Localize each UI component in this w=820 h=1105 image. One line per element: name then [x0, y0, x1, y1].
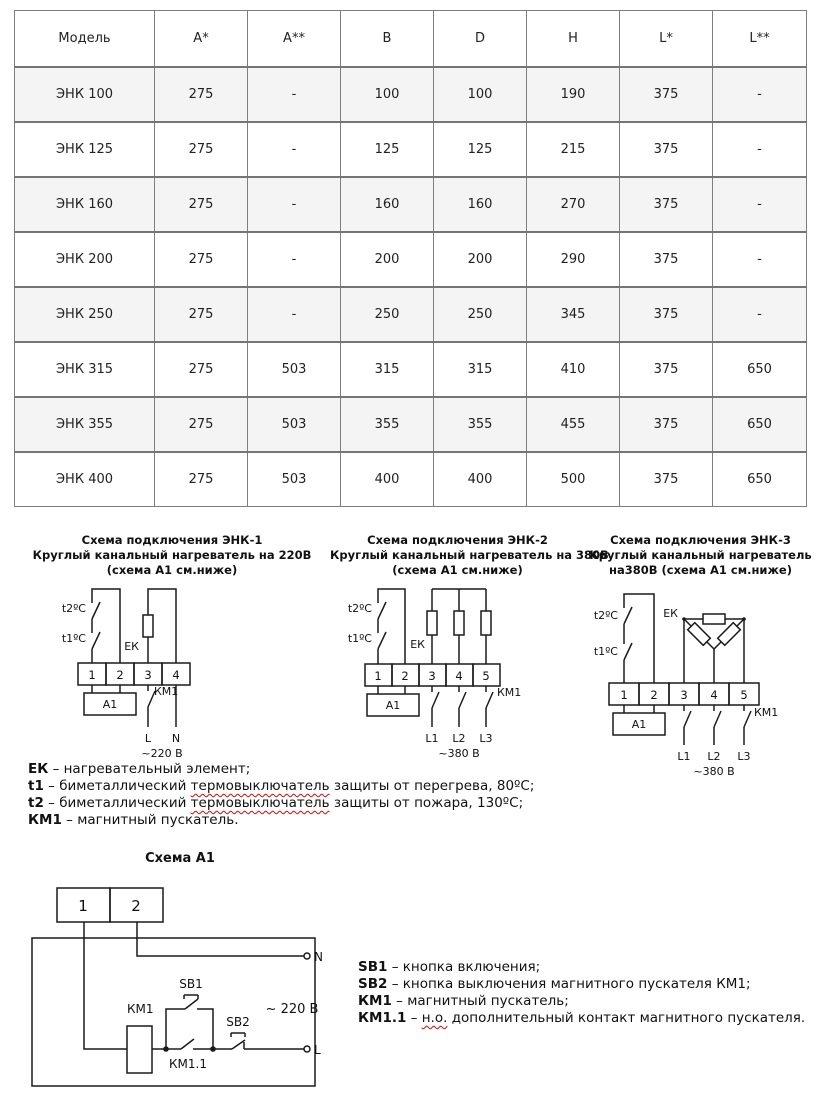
- legend-text: – биметаллический: [48, 778, 191, 794]
- table-cell: 270: [527, 177, 620, 232]
- table-cell: 275: [155, 232, 248, 287]
- table-cell: 400: [341, 452, 434, 507]
- table-header-row: [15, 11, 807, 67]
- km1-label: КМ1: [127, 1002, 154, 1016]
- table-cell: 100: [434, 67, 527, 122]
- table-cell: 100: [341, 67, 434, 122]
- t1-label: t1ºC: [347, 632, 372, 645]
- terminal-number: 5: [740, 688, 748, 702]
- title-line: Схема подключения ЭНК-1: [81, 533, 263, 547]
- l-terminal: [304, 1046, 310, 1052]
- neutral-label: N: [314, 950, 323, 964]
- title-line: (схема А1 см.ниже): [106, 563, 238, 577]
- heater-element: [718, 623, 741, 646]
- a1-schematic: [20, 873, 350, 1101]
- table-cell: 503: [248, 397, 341, 452]
- terminal-number: 2: [650, 688, 658, 702]
- legend-key: SB2: [358, 976, 388, 992]
- table-cell: 650: [713, 397, 807, 452]
- table-row: [15, 232, 807, 287]
- table-body: [15, 67, 807, 507]
- table-header: A*: [155, 11, 248, 67]
- table-cell: ЭНК 125: [15, 122, 155, 177]
- legend-text: – кнопка выключения магнитного пускателя КМ1;: [391, 976, 751, 992]
- table-cell: 315: [434, 342, 527, 397]
- table-cell: 410: [527, 342, 620, 397]
- terminal-number: 3: [428, 669, 436, 683]
- diagram-enk3-title: [586, 533, 815, 578]
- table-cell: 650: [713, 342, 807, 397]
- phase-label: L2: [707, 750, 721, 763]
- legend-key: ЕК: [28, 761, 49, 777]
- table-cell: 160: [341, 177, 434, 232]
- title-line: Круглый канальный нагреватель: [589, 548, 812, 562]
- legend-text: – магнитный пускатель.: [66, 812, 239, 828]
- table-cell: 375: [620, 452, 713, 507]
- diagram-enk1-title: [14, 533, 330, 578]
- table-cell: -: [713, 122, 807, 177]
- legend-text: – магнитный пускатель;: [396, 993, 569, 1009]
- table-row: [15, 122, 807, 177]
- table-cell: 200: [341, 232, 434, 287]
- table-cell: ЭНК 315: [15, 342, 155, 397]
- terminal-number: 1: [78, 897, 88, 915]
- legend-item: [358, 993, 805, 1010]
- table-cell: 650: [713, 452, 807, 507]
- terminal-number: 5: [482, 669, 490, 683]
- title-line: Схема подключения ЭНК-2: [367, 533, 548, 547]
- terminal-number: 4: [710, 688, 718, 702]
- table-cell: 500: [527, 452, 620, 507]
- table-cell: -: [248, 67, 341, 122]
- legend-item: [28, 795, 534, 812]
- table-cell: 275: [155, 122, 248, 177]
- table-cell: ЭНК 100: [15, 67, 155, 122]
- table-cell: 125: [434, 122, 527, 177]
- ek-label: ЕК: [663, 607, 678, 620]
- legend-text: – биметаллический: [48, 795, 191, 811]
- sb1-label: SB1: [179, 977, 203, 991]
- a1-label: А1: [385, 699, 401, 712]
- title-line: Схема подключения ЭНК-3: [610, 533, 791, 547]
- phase-label: L2: [452, 732, 466, 745]
- legend-text: – кнопка включения;: [391, 959, 541, 975]
- table-cell: 160: [434, 177, 527, 232]
- table-cell: 315: [341, 342, 434, 397]
- t2-label: t2ºC: [61, 602, 86, 615]
- table-cell: ЭНК 355: [15, 397, 155, 452]
- table-row: [15, 452, 807, 507]
- a1-schematic-wrap: [20, 870, 350, 1101]
- terminal-number: 3: [680, 688, 688, 702]
- legend-item: [28, 761, 534, 778]
- table-cell: 400: [434, 452, 527, 507]
- dimensions-table: [14, 10, 807, 507]
- table-cell: 290: [527, 232, 620, 287]
- phase-label: L: [144, 732, 152, 745]
- a1-label: А1: [631, 718, 647, 731]
- table-cell: 275: [155, 287, 248, 342]
- table-cell: ЭНК 400: [15, 452, 155, 507]
- legend-text: дополнительный контакт магнитного пускателя.: [447, 1010, 806, 1026]
- table-cell: 375: [620, 342, 713, 397]
- table-cell: 250: [434, 287, 527, 342]
- km1-label: КМ1: [754, 706, 779, 719]
- table-header: H: [527, 11, 620, 67]
- table-header: L**: [713, 11, 807, 67]
- table-cell: -: [713, 232, 807, 287]
- table-cell: 275: [155, 342, 248, 397]
- km1-label: КМ1: [154, 685, 179, 698]
- sb2-label: SB2: [226, 1015, 250, 1029]
- table-cell: 125: [341, 122, 434, 177]
- table-cell: 275: [155, 67, 248, 122]
- terminal-number: 1: [374, 669, 382, 683]
- table-cell: -: [248, 177, 341, 232]
- legend-key: t2: [28, 795, 44, 811]
- table-cell: 275: [155, 452, 248, 507]
- table-cell: -: [713, 67, 807, 122]
- table-header: Модель: [15, 11, 155, 67]
- phase-label: L1: [677, 750, 691, 763]
- table-cell: 200: [434, 232, 527, 287]
- components-legend: [28, 761, 534, 829]
- heater-element: [688, 623, 711, 646]
- voltage-label: ~220 В: [141, 747, 183, 760]
- t1-label: t1ºC: [593, 645, 618, 658]
- terminal-number: 1: [88, 668, 96, 682]
- t1-label: t1ºC: [61, 632, 86, 645]
- legend-item: [358, 959, 805, 976]
- title-line: на380В (схема А1 см.ниже): [609, 563, 792, 577]
- table-cell: 355: [434, 397, 527, 452]
- diagram-enk2: [330, 533, 609, 761]
- heater-element: [427, 611, 437, 635]
- phase-label: L3: [479, 732, 493, 745]
- table-cell: ЭНК 200: [15, 232, 155, 287]
- diagram-enk2-title: [330, 533, 609, 578]
- table-row: [15, 287, 807, 342]
- legend-item: [28, 812, 534, 829]
- table-cell: -: [713, 177, 807, 232]
- title-line: Круглый канальный нагреватель на 380В: [330, 548, 609, 562]
- table-cell: 375: [620, 232, 713, 287]
- table-cell: 375: [620, 287, 713, 342]
- table-header: D: [434, 11, 527, 67]
- enk2-schematic: [330, 581, 585, 761]
- km1-coil: [127, 1026, 152, 1073]
- table-cell: 215: [527, 122, 620, 177]
- voltage-label: ~380 В: [693, 765, 735, 778]
- table-row: [15, 67, 807, 122]
- legend-item: [28, 778, 534, 795]
- table-header: L*: [620, 11, 713, 67]
- terminal-number: 2: [116, 668, 124, 682]
- legend-text: –: [410, 1010, 422, 1026]
- table-cell: 375: [620, 397, 713, 452]
- table-cell: 503: [248, 342, 341, 397]
- table-cell: 190: [527, 67, 620, 122]
- table-cell: 375: [620, 177, 713, 232]
- terminal-number: 2: [131, 897, 141, 915]
- km1-label: КМ1: [497, 686, 522, 699]
- legend-item: [358, 1010, 805, 1027]
- ek-label: ЕК: [124, 640, 139, 653]
- phase-label: L: [314, 1043, 321, 1057]
- terminal-number: 4: [455, 669, 463, 683]
- voltage-label: ~ 220 В: [265, 1002, 319, 1017]
- heater-element: [703, 614, 725, 624]
- table-cell: ЭНК 160: [15, 177, 155, 232]
- ek-label: ЕК: [410, 638, 425, 651]
- legend-key: КМ1: [28, 812, 62, 828]
- title-line: (схема А1 см.ниже): [392, 563, 523, 577]
- diagram-enk1: [14, 533, 330, 761]
- phase-label: L3: [737, 750, 751, 763]
- terminal-number: 1: [620, 688, 628, 702]
- table-cell: 375: [620, 122, 713, 177]
- table-cell: -: [713, 287, 807, 342]
- terminal-number: 4: [172, 668, 180, 682]
- table-row: [15, 342, 807, 397]
- legend-item: [358, 976, 805, 993]
- a1-schema-title: Схема А1: [145, 851, 215, 866]
- a1-legend: [358, 959, 805, 1027]
- table-row: [15, 397, 807, 452]
- table-cell: 275: [155, 397, 248, 452]
- table-cell: 455: [527, 397, 620, 452]
- table-header: A**: [248, 11, 341, 67]
- heater-element: [143, 615, 153, 637]
- legend-text-wavy: н.о.: [421, 1010, 448, 1026]
- legend-key: SB1: [358, 959, 388, 975]
- table-cell: 250: [341, 287, 434, 342]
- table-cell: 375: [620, 67, 713, 122]
- diagram-enk3: [586, 533, 815, 781]
- table-cell: 275: [155, 177, 248, 232]
- table-cell: -: [248, 287, 341, 342]
- table-cell: -: [248, 122, 341, 177]
- phase-label: L1: [425, 732, 439, 745]
- legend-key: t1: [28, 778, 44, 794]
- terminal-number: 3: [144, 668, 152, 682]
- table-header: B: [341, 11, 434, 67]
- enk3-schematic: [586, 581, 815, 781]
- legend-text: защиты от перегрева, 80ºС;: [329, 778, 535, 794]
- table-cell: ЭНК 250: [15, 287, 155, 342]
- neutral-label: N: [171, 732, 181, 745]
- heater-element: [454, 611, 464, 635]
- legend-key: КМ1.1: [358, 1010, 407, 1026]
- enk1-schematic: [14, 581, 330, 761]
- legend-text: защиты от пожара, 130ºС;: [329, 795, 524, 811]
- legend-text: – нагревательный элемент;: [52, 761, 251, 777]
- table-cell: 345: [527, 287, 620, 342]
- table-cell: 503: [248, 452, 341, 507]
- legend-text-wavy: термовыключатель: [190, 778, 330, 794]
- n-terminal: [304, 953, 310, 959]
- t2-label: t2ºC: [347, 602, 372, 615]
- heater-element: [481, 611, 491, 635]
- table-row: [15, 177, 807, 232]
- voltage-label: ~380 В: [438, 747, 480, 760]
- legend-text-wavy: термовыключатель: [190, 795, 330, 811]
- km11-label: КМ1.1: [169, 1057, 207, 1071]
- title-line: Круглый канальный нагреватель на 220В: [32, 548, 312, 562]
- a1-label: А1: [102, 698, 118, 711]
- table-cell: 355: [341, 397, 434, 452]
- legend-key: КМ1: [358, 993, 392, 1009]
- table-cell: -: [248, 232, 341, 287]
- t2-label: t2ºC: [593, 609, 618, 622]
- terminal-number: 2: [401, 669, 409, 683]
